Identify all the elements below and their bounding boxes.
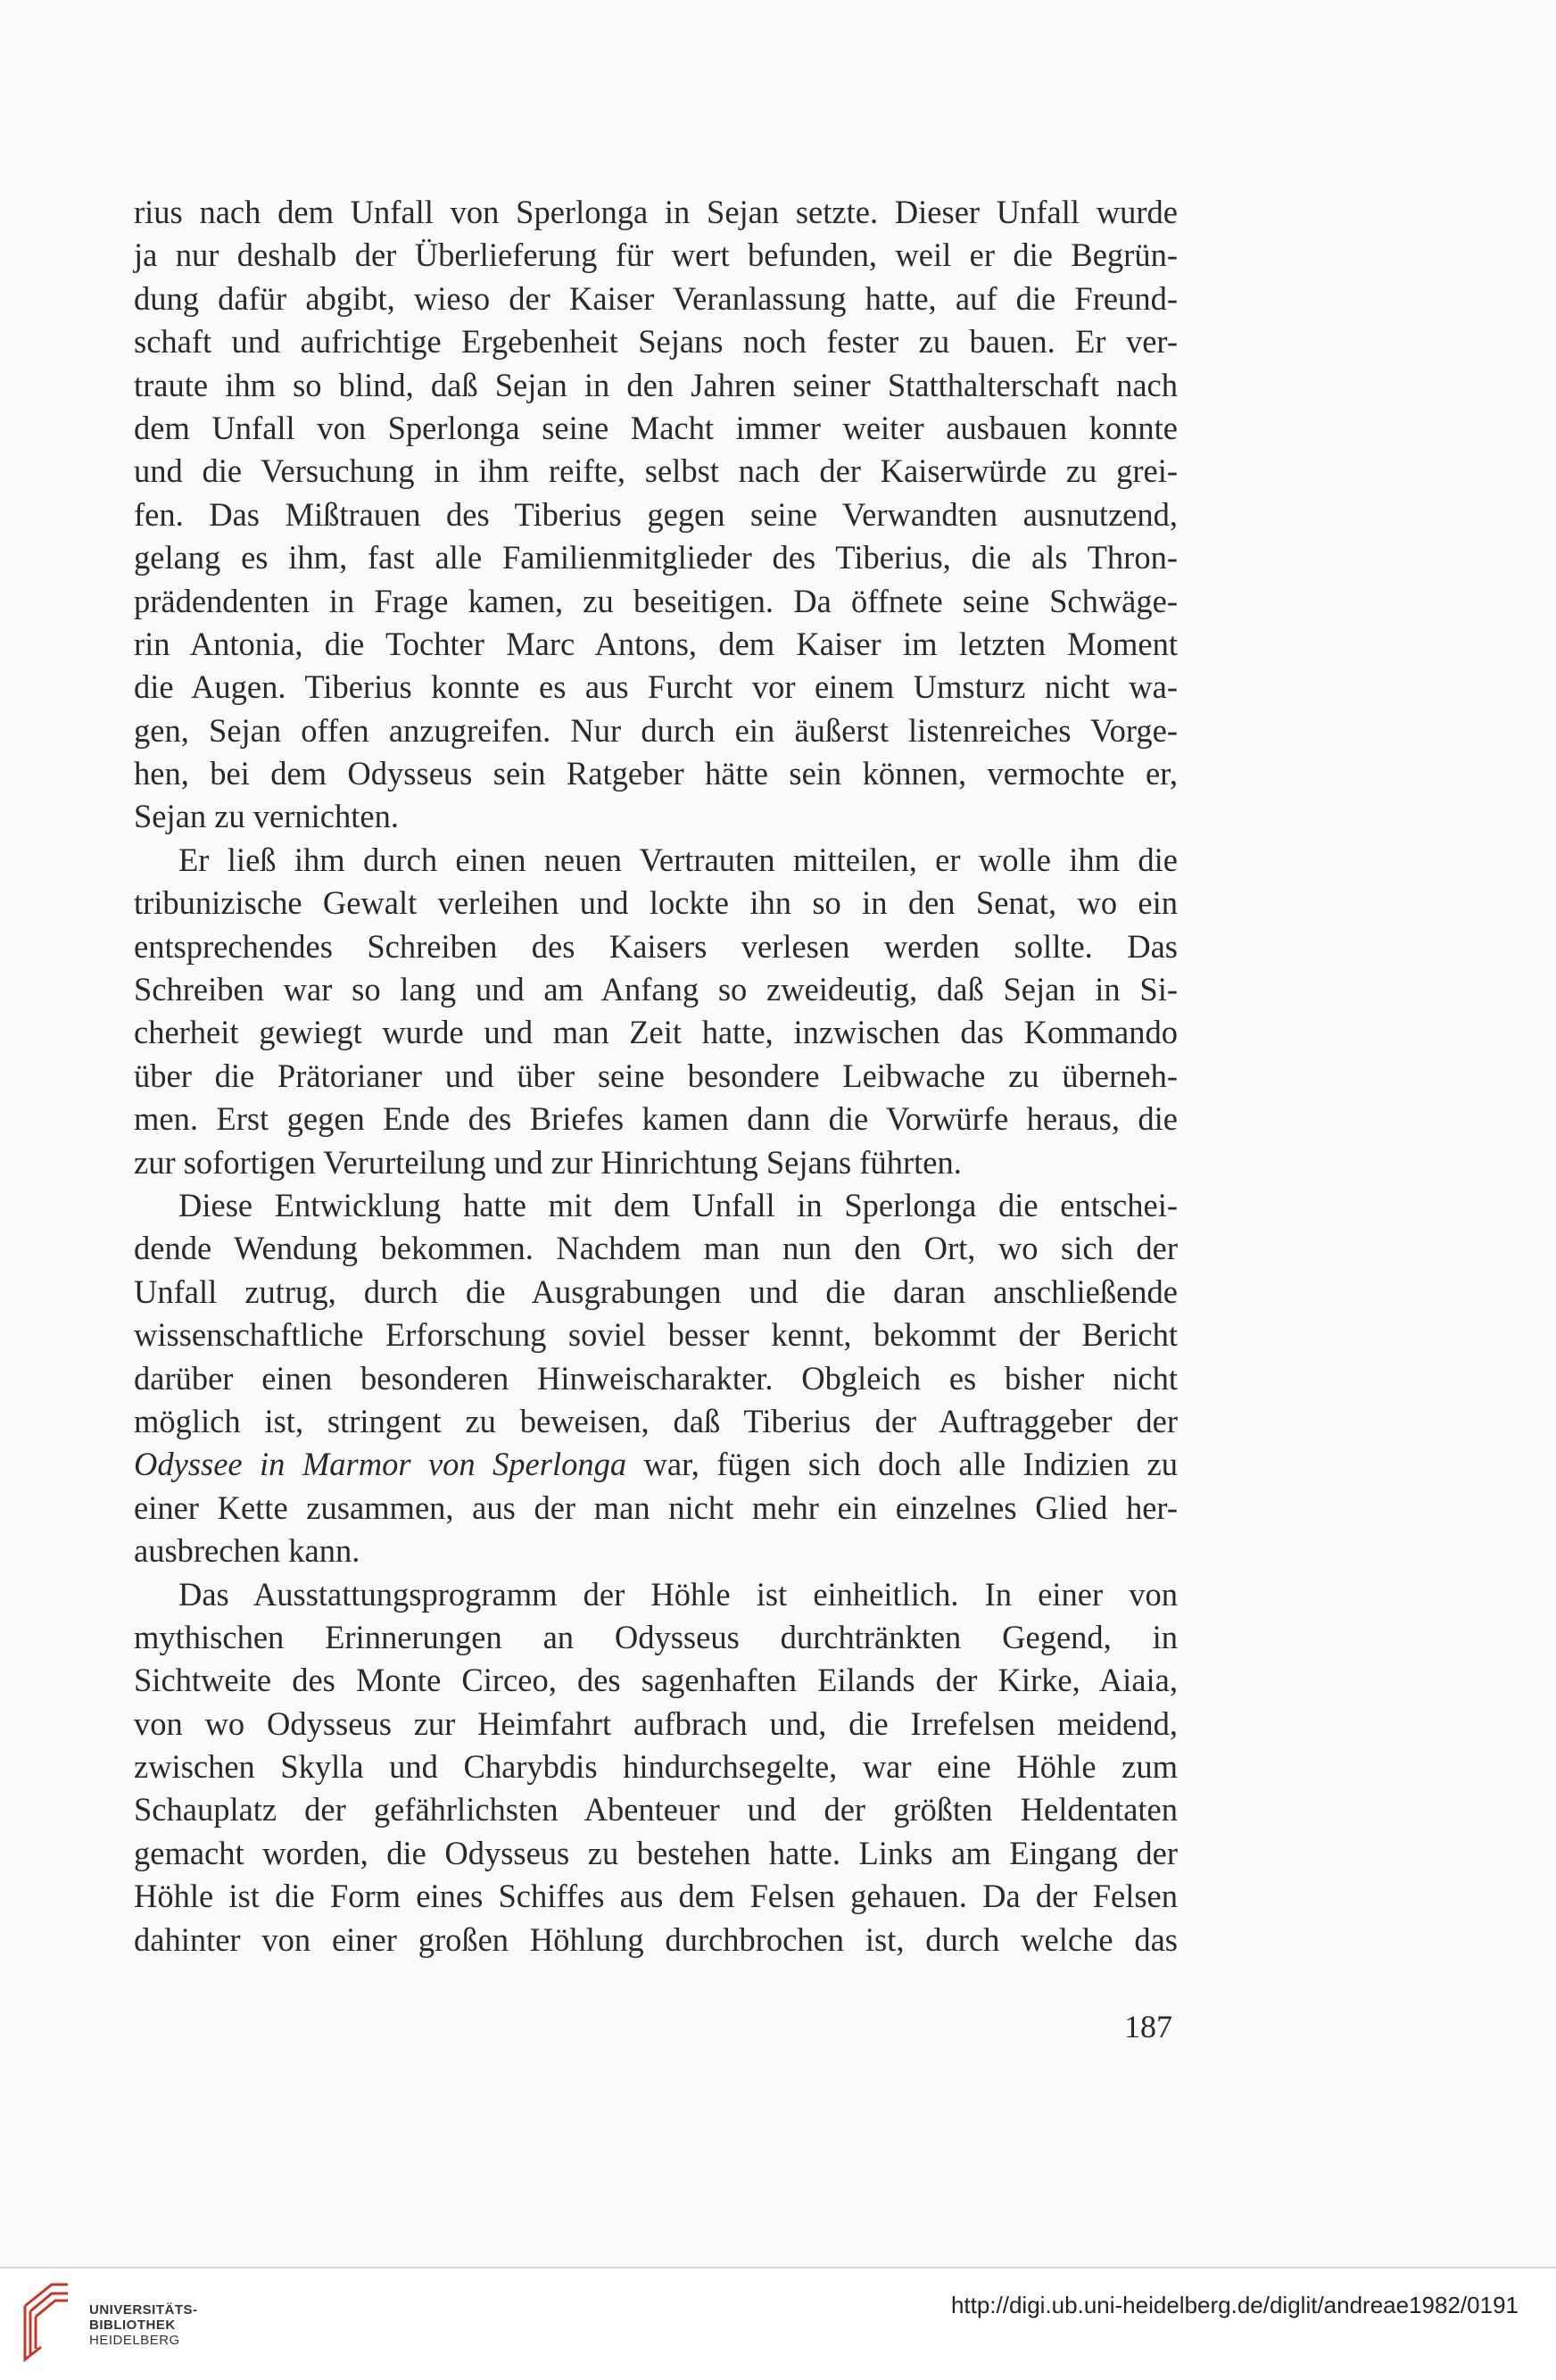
text-line: von wo Odysseus zur Heimfahrt aufbrach und, die Irrefelsen meidend, <box>134 1704 1178 1742</box>
text-line: die Augen. Tiberius konnte es aus Furcht vor einem Umsturz nicht wa- <box>134 668 1178 706</box>
text-line: rius nach dem Unfall von Sperlonga in Sejan setzte. Dieser Unfall wurde <box>134 194 1178 230</box>
text-line: dende Wendung bekommen. Nachdem man nun den Ort, wo sich der <box>134 1230 1178 1267</box>
text-line: zwischen Skylla und Charybdis hindurchsegelte, war eine Höhle zum <box>134 1748 1178 1786</box>
text-line: Sejan zu vernichten. <box>134 798 399 835</box>
text-line: Höhle ist die Form eines Schiffes aus dem Felsen gehauen. Da der Felsen <box>134 1878 1178 1915</box>
text-line: Schreiben war so lang und am Anfang so zweideutig, daß Sejan in Si- <box>134 971 1178 1008</box>
italic-title: Odyssee in Marmor von Sperlonga <box>134 1446 627 1483</box>
text-line: Schauplatz der gefährlichsten Abenteuer und der größten Heldentaten <box>134 1791 1178 1829</box>
text-line: zur sofortigen Verurteilung und zur Hinrichtung Sejans führten. <box>134 1143 962 1181</box>
text-line: dahinter von einer großen Höhlung durchbrochen ist, durch welche das <box>134 1920 1178 1958</box>
text-line: möglich ist, stringent zu beweisen, daß Tiberius der Auftraggeber der <box>134 1402 1178 1439</box>
source-url-link[interactable]: http://digi.ub.uni-heidelberg.de/diglit/andreae1982/0191 <box>950 2292 1519 2318</box>
text-line: tribunizische Gewalt verleihen und lockte ihn so in den Senat, wo ein <box>134 884 1178 922</box>
text-line: wissenschaftliche Erforschung soviel besser kennt, bekommt der Bericht <box>134 1316 1178 1354</box>
text-line: hen, bei dem Odysseus sein Ratgeber hätte sein können, vermochte er, <box>134 755 1178 792</box>
text-line-rest: war, fügen sich doch alle Indizien zu <box>643 1446 1178 1483</box>
text-line: ja nur deshalb der Überlieferung für wert befunden, weil er die Begrün- <box>134 236 1178 274</box>
text-line: dem Unfall von Sperlonga seine Macht immer weiter ausbauen konnte <box>134 409 1178 446</box>
text-line: Unfall zutrug, durch die Ausgrabungen und die daran anschließende <box>134 1273 1178 1310</box>
text-line: Diese Entwicklung hatte mit dem Unfall in Sperlonga die entschei- <box>178 1186 1178 1223</box>
text-line: gemacht worden, die Odysseus zu bestehen hatte. Links am Eingang der <box>134 1834 1178 1871</box>
text-line: gen, Sejan offen anzugreifen. Nur durch ein äußerst listenreiches Vorge- <box>134 711 1178 749</box>
text-line: und die Versuchung in ihm reifte, selbst nach der Kaiserwürde zu grei- <box>134 452 1178 490</box>
page-number: 187 <box>1124 2009 1172 2044</box>
text-line: rin Antonia, die Tochter Marc Antons, dem Kaiser im letzten Moment <box>134 625 1178 662</box>
library-name-line-2: BIBLIOTHEK <box>89 2318 176 2333</box>
text-line: ausbrechen kann. <box>134 1532 360 1570</box>
text-line: über die Prätorianer und über seine besondere Leibwache zu überneh- <box>134 1057 1178 1094</box>
footer <box>0 2267 1556 2380</box>
text-line: Sichtweite des Monte Circeo, des sagenhaften Eilands der Kirke, Aiaia, <box>134 1662 1178 1699</box>
library-logo-icon <box>16 2279 79 2365</box>
text-line: darüber einen besonderen Hinweischarakter. Obgleich es bisher nicht <box>134 1359 1178 1397</box>
text-line: schaft und aufrichtige Ergebenheit Sejans noch fester zu bauen. Er ver- <box>134 323 1178 361</box>
text-line-with-title <box>134 1443 1178 1486</box>
text-line: gelang es ihm, fast alle Familienmitglieder des Tiberius, die als Thron- <box>134 539 1178 576</box>
text-line: men. Erst gegen Ende des Briefes kamen dann die Vorwürfe heraus, die <box>134 1100 1178 1138</box>
text-line: entsprechendes Schreiben des Kaisers verlesen werden sollte. Das <box>134 927 1178 965</box>
library-name-line-1: UNIVERSITÄTS- <box>89 2302 198 2318</box>
text-line: mythischen Erinnerungen an Odysseus durchtränkten Gegend, in <box>134 1618 1178 1655</box>
text-line: traute ihm so blind, daß Sejan in den Jahren seiner Statthalterschaft nach <box>134 366 1178 403</box>
body-text <box>134 191 1178 1961</box>
text-line: fen. Das Mißtrauen des Tiberius gegen seine Verwandten ausnutzend, <box>134 495 1178 533</box>
text-line: dung dafür abgibt, wieso der Kaiser Veranlassung hatte, auf die Freund- <box>134 279 1178 317</box>
library-name <box>89 2302 198 2348</box>
text-line: prädendenten in Frage kamen, zu beseitigen. Da öffnete seine Schwäge- <box>134 582 1178 619</box>
text-line: Er ließ ihm durch einen neuen Vertrauten mitteilen, er wolle ihm die <box>178 841 1178 878</box>
text-line: cherheit gewiegt wurde und man Zeit hatte, inzwischen das Kommando <box>134 1014 1178 1051</box>
text-line: einer Kette zusammen, aus der man nicht mehr ein einzelnes Glied her- <box>134 1489 1178 1526</box>
library-name-line-3: HEIDELBERG <box>89 2333 180 2348</box>
footer-divider <box>0 2267 1556 2268</box>
text-line: Das Ausstattungsprogramm der Höhle ist einheitlich. In einer von <box>178 1575 1178 1613</box>
